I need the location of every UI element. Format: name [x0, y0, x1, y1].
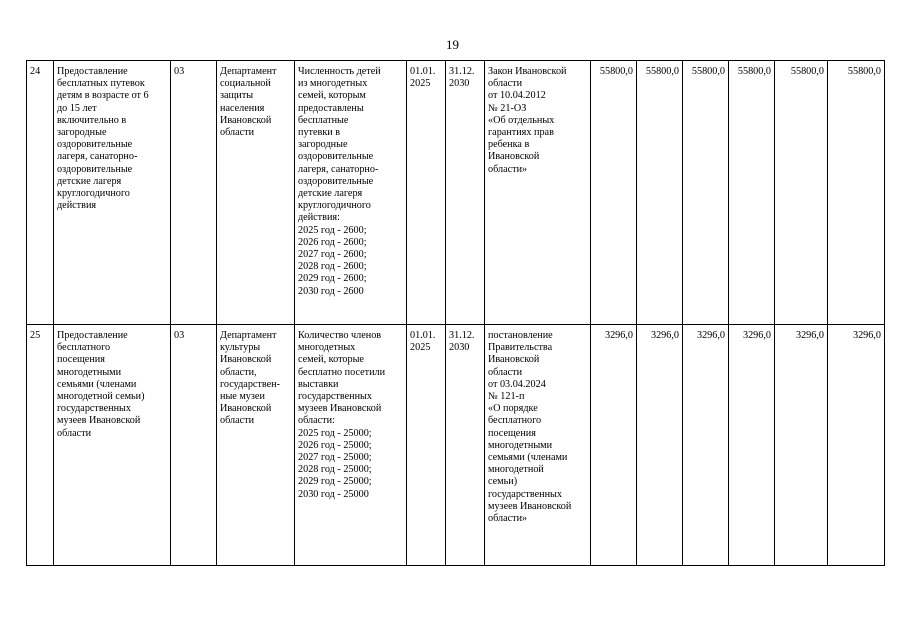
amount-cell: 55800,0 — [828, 61, 885, 325]
amount-cell: 55800,0 — [729, 61, 775, 325]
amount-cell: 3296,0 — [729, 325, 775, 566]
end-date-cell: 31.12. 2030 — [446, 325, 485, 566]
amount-cell: 55800,0 — [775, 61, 828, 325]
amount-cell: 3296,0 — [591, 325, 637, 566]
end-date-cell: 31.12. 2030 — [446, 61, 485, 325]
legal-basis-cell: постановление Правительства Ивановской области от 03.04.2024 № 121-п «О порядке бесплатного посещения многодетными семьями (членами многодетной семьи) государственных музеев Ивановской области» — [485, 325, 591, 566]
code-cell: 03 — [171, 61, 217, 325]
row-number: 24 — [27, 61, 54, 325]
amount-cell: 3296,0 — [637, 325, 683, 566]
amount-cell: 3296,0 — [775, 325, 828, 566]
indicator-cell: Численность детей из многодетных семей, которым предоставлены бесплатные путевки в загородные оздоровительные лагеря, санаторно- оздоровительные детские лагеря круглогодичного действия: 2025 год - 2600; 2026 год - 2600; 2027 год - 2600; 2028 год - 2600; 2029 год - 2600; 2030 год - 2600 — [295, 61, 407, 325]
executor-cell: Департамент культуры Ивановской области, государствен- ные музеи Ивановской области — [217, 325, 295, 566]
code-cell: 03 — [171, 325, 217, 566]
measures-table — [26, 60, 885, 566]
amount-cell: 55800,0 — [591, 61, 637, 325]
amount-cell: 3296,0 — [828, 325, 885, 566]
row-number: 25 — [27, 325, 54, 566]
measure-name: Предоставление бесплатного посещения многодетными семьями (членами многодетной семьи) государственных музеев Ивановской области — [54, 325, 171, 566]
start-date-cell: 01.01. 2025 — [407, 325, 446, 566]
indicator-cell: Количество членов многодетных семей, которые бесплатно посетили выставки государственных музеев Ивановской области: 2025 год - 25000; 2026 год - 25000; 2027 год - 25000; 2028 год - 25000; 2029 год - 25000; 2030 год - 25000 — [295, 325, 407, 566]
executor-cell: Департамент социальной защиты населения Ивановской области — [217, 61, 295, 325]
table-row — [27, 325, 885, 566]
amount-cell: 55800,0 — [637, 61, 683, 325]
start-date-cell: 01.01. 2025 — [407, 61, 446, 325]
legal-basis-cell: Закон Ивановской области от 10.04.2012 № 21-ОЗ «Об отдельных гарантиях прав ребенка в Ивановской области» — [485, 61, 591, 325]
amount-cell: 55800,0 — [683, 61, 729, 325]
table-row — [27, 61, 885, 325]
amount-cell: 3296,0 — [683, 325, 729, 566]
page-number: 19 — [446, 37, 459, 52]
measure-name: Предоставление бесплатных путевок детям в возрасте от 6 до 15 лет включительно в загородные оздоровительные лагеря, санаторно- оздоровительные детские лагеря круглогодичного действия — [54, 61, 171, 325]
